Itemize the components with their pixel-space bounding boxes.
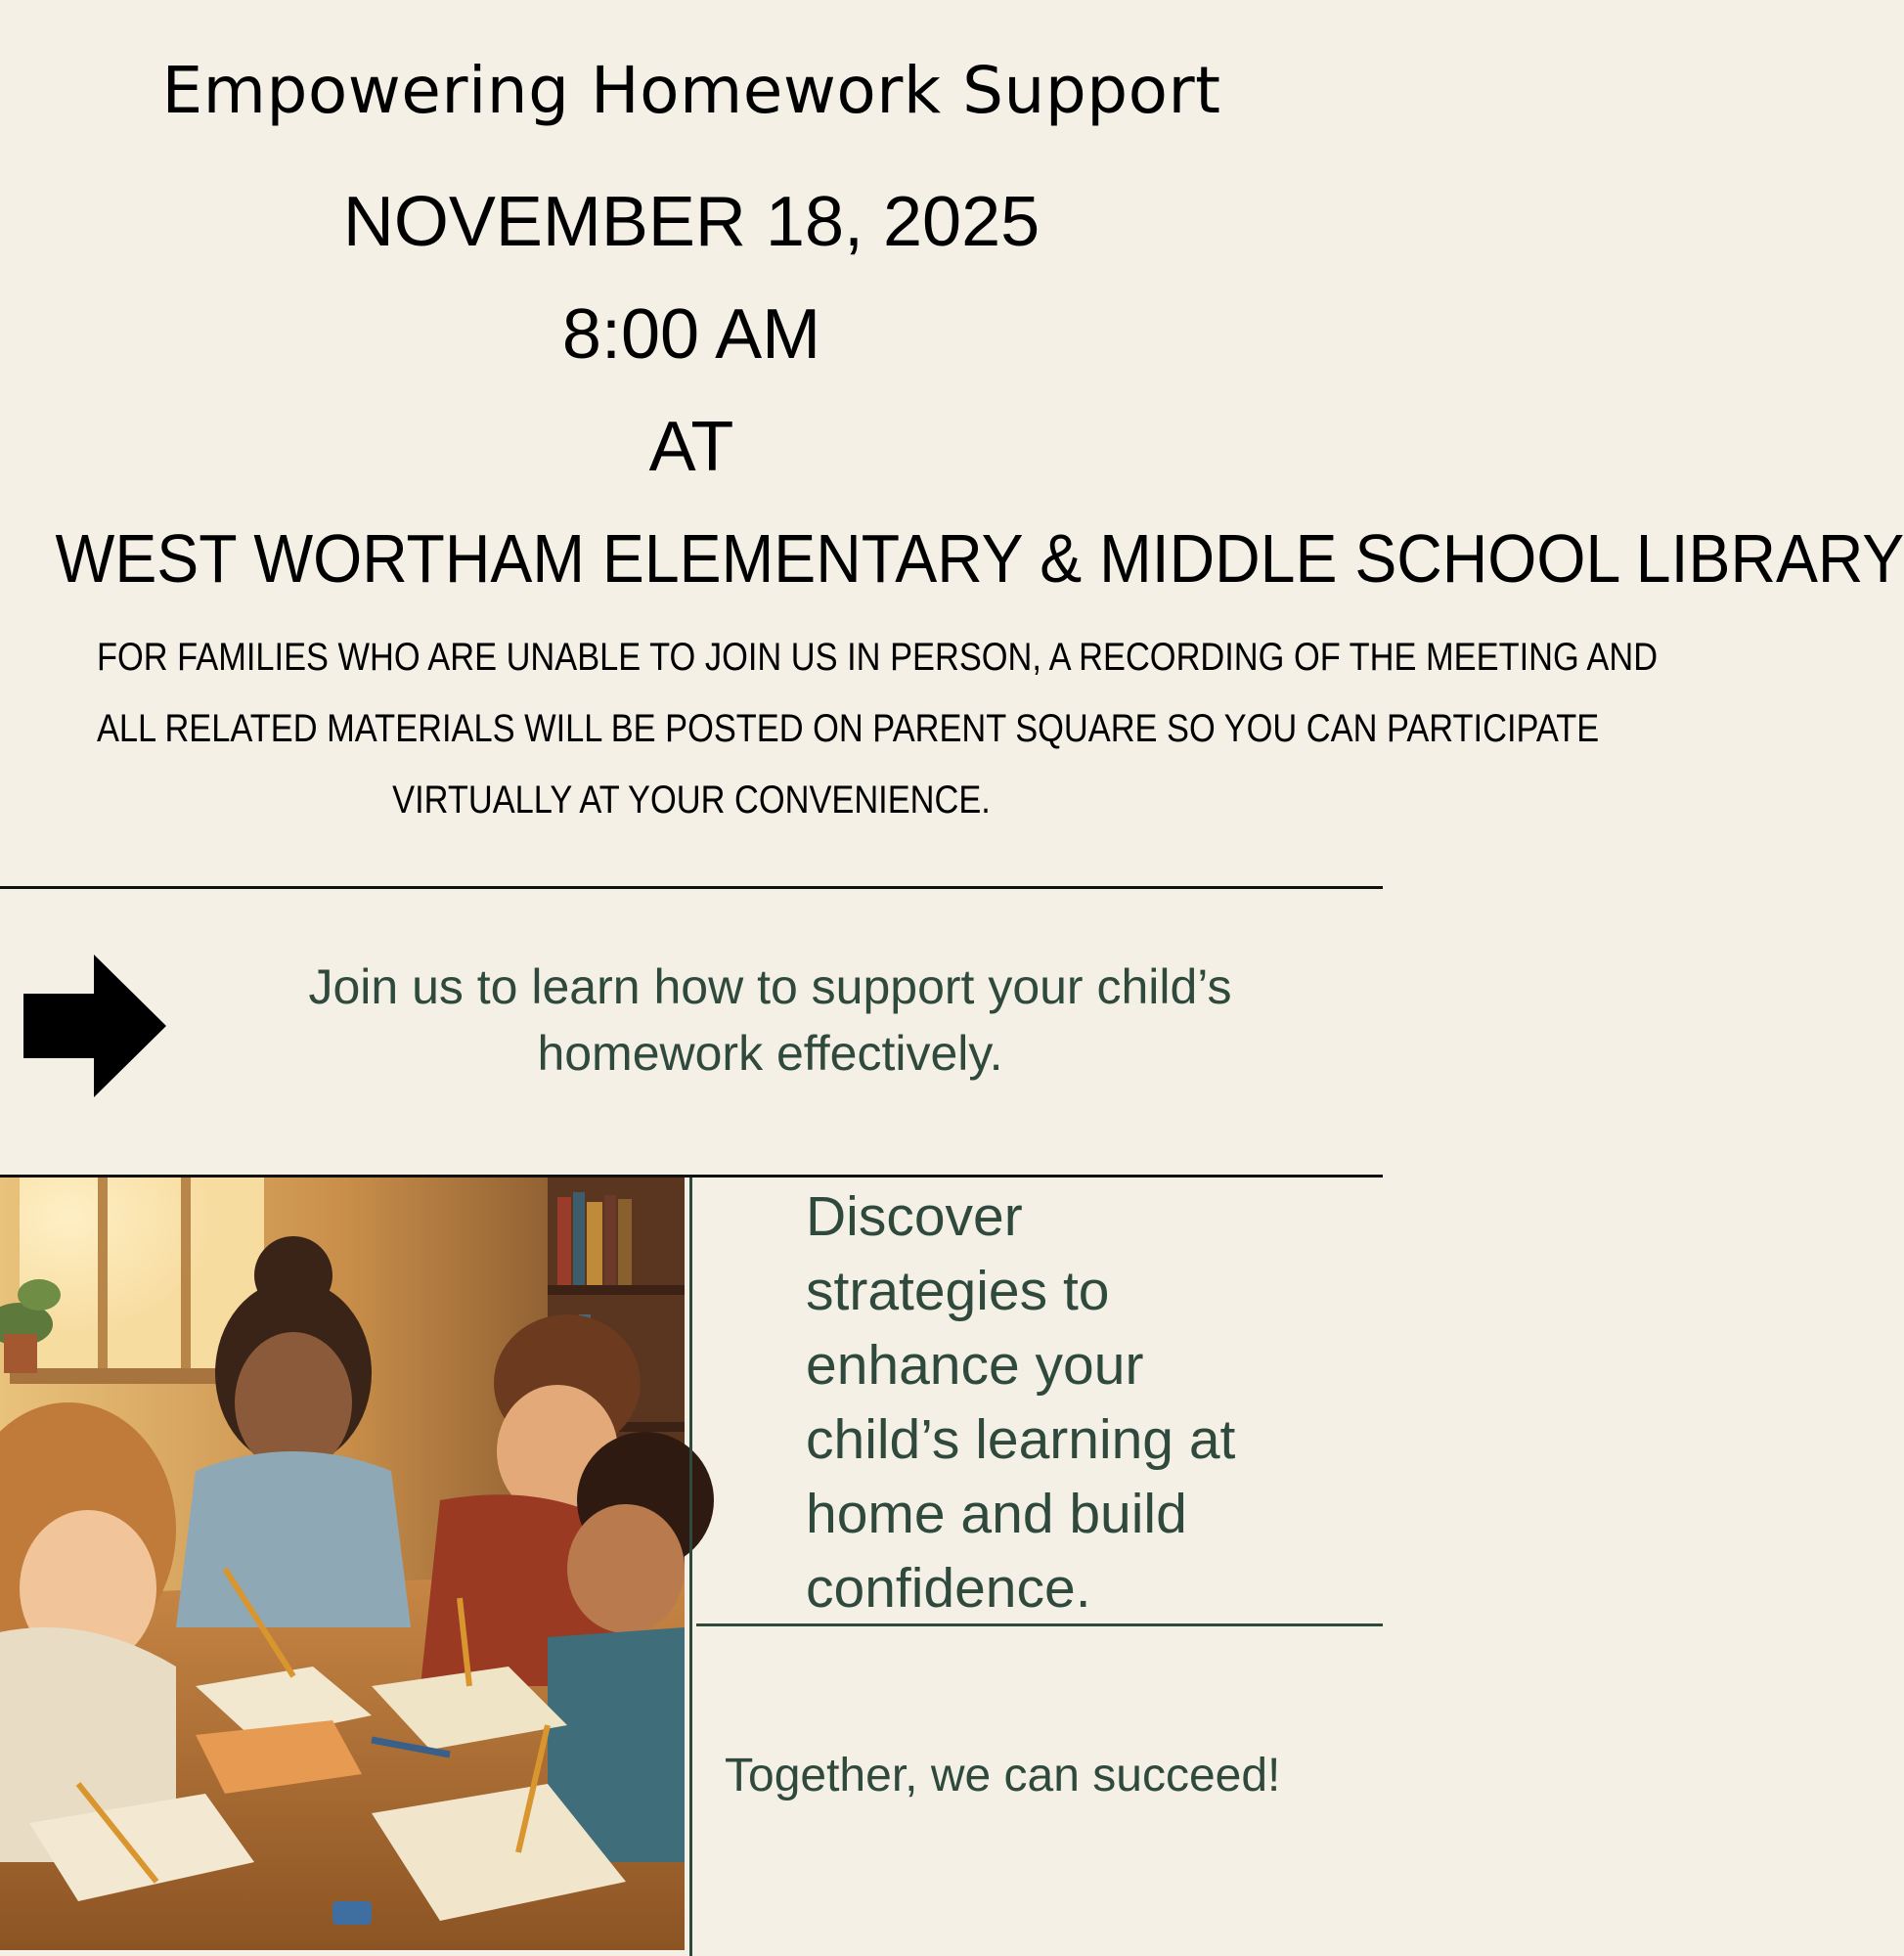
- divider: [696, 1623, 1383, 1626]
- invite-line: homework effectively.: [537, 1026, 1003, 1081]
- right-arrow-icon: [23, 955, 166, 1097]
- note-line: FOR FAMILIES WHO ARE UNABLE TO JOIN US IN PERSON, A RECORDING OF THE MEETING AND: [96, 636, 1659, 679]
- event-at: AT: [648, 408, 734, 486]
- invite-line: Join us to learn how to support your child’s: [308, 959, 1232, 1014]
- divider: [0, 886, 1383, 889]
- discover-line: strategies to: [806, 1260, 1110, 1322]
- closing-text: Together, we can succeed!: [725, 1750, 1281, 1801]
- discover-text: [806, 1179, 1353, 1625]
- divider-vertical: [689, 1178, 692, 1956]
- discover-line: enhance your: [806, 1334, 1144, 1397]
- discover-line: Discover: [806, 1185, 1023, 1248]
- invite-text: [225, 954, 1315, 1087]
- virtual-attendance-note: [0, 622, 1659, 836]
- event-date: NOVEMBER 18, 2025: [342, 183, 1041, 261]
- flyer-title: Empowering Homework Support: [161, 53, 1221, 128]
- note-line: ALL RELATED MATERIALS WILL BE POSTED ON PARENT SQUARE SO YOU CAN PARTICIPATE: [96, 707, 1600, 750]
- children-doing-homework-illustration: [0, 1178, 685, 1950]
- discover-line: child’s learning at: [806, 1408, 1236, 1471]
- note-line: VIRTUALLY AT YOUR CONVENIENCE.: [392, 778, 991, 822]
- event-time: 8:00 AM: [561, 295, 821, 374]
- discover-line: confidence.: [806, 1557, 1091, 1620]
- event-venue: WEST WORTHAM ELEMENTARY & MIDDLE SCHOOL LIBRARY: [55, 520, 1904, 597]
- discover-line: home and build: [806, 1483, 1187, 1545]
